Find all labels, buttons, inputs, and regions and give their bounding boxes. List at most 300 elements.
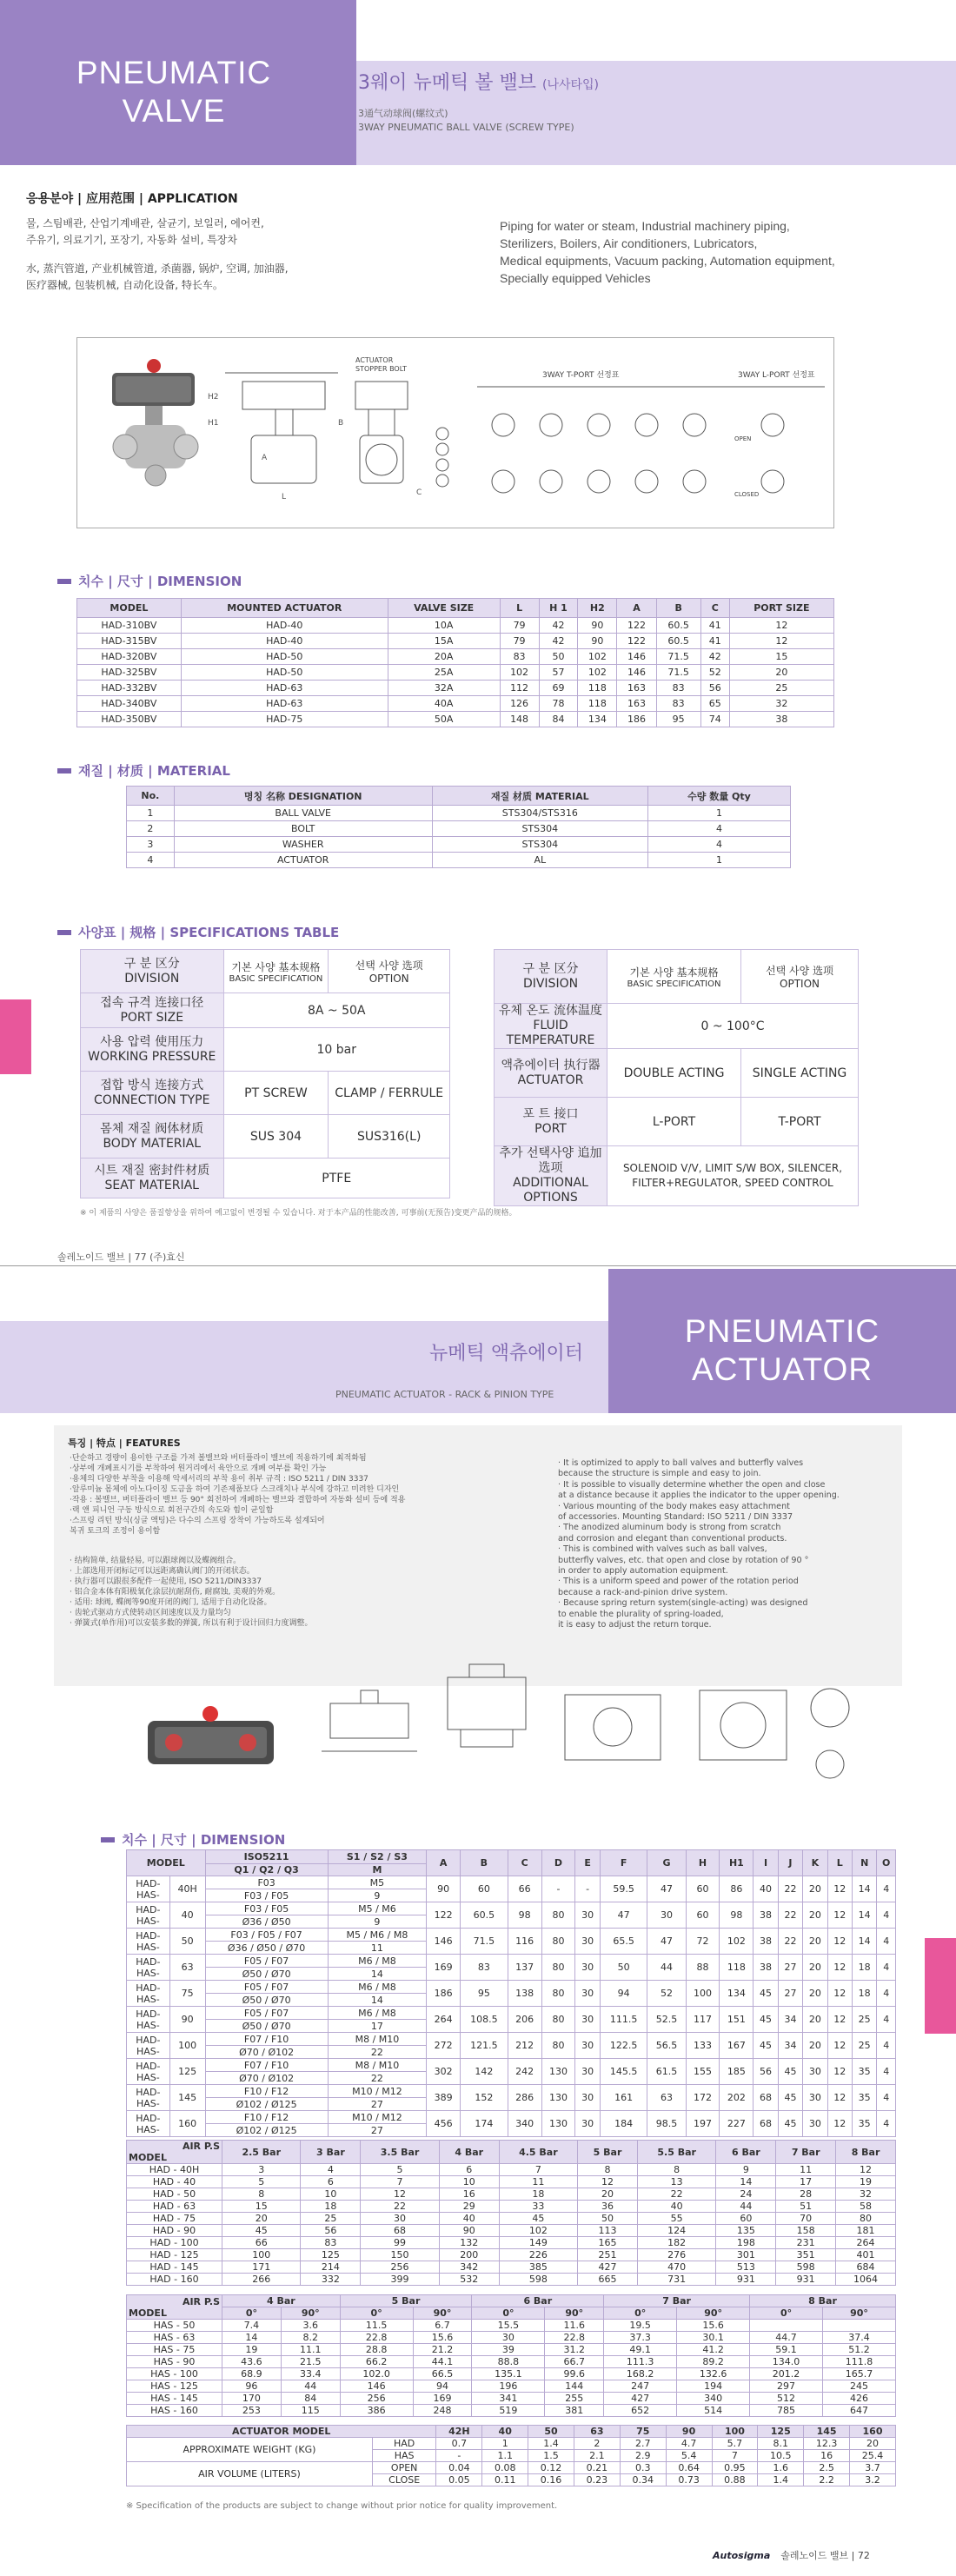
table-cell: 65	[700, 696, 729, 712]
table-cell: 49.1	[604, 2344, 677, 2356]
table-cell: 272	[427, 2033, 461, 2059]
table-cell: 132	[439, 2237, 499, 2249]
model-cell: HAS - 50	[127, 2320, 222, 2332]
table-cell: 14	[716, 2176, 776, 2188]
spec-value: SOLENOID V/V, LIMIT S/W BOX, SILENCER, FILTER+REGULATOR, SPEED CONTROL	[607, 1146, 859, 1206]
table-row	[127, 2033, 896, 2046]
table-cell: 19	[836, 2176, 896, 2188]
table-cell: 31.2	[545, 2344, 604, 2356]
heading-text: 치수 | 尺寸 | DIMENSION	[78, 574, 242, 589]
table-cell: 39	[472, 2344, 545, 2356]
table-cell: 80	[541, 2033, 575, 2059]
column-header: E	[575, 1850, 600, 1876]
column-header: 7 Bar	[776, 2141, 836, 2164]
table-cell: 100	[222, 2249, 301, 2261]
model-cell: HAD - 40	[127, 2176, 222, 2188]
table-cell: 95	[656, 712, 700, 727]
table-cell: 66	[222, 2237, 301, 2249]
table-cell: 5	[361, 2164, 439, 2176]
table-cell: 111.3	[604, 2356, 677, 2368]
table-cell: 266	[222, 2274, 301, 2286]
table-cell: BALL VALVE	[174, 806, 432, 821]
valve-dimension-table	[76, 598, 834, 727]
table-cell: 68	[754, 2085, 778, 2111]
table-cell: 33.4	[281, 2368, 340, 2380]
table-cell: 16	[804, 2450, 850, 2462]
tport-label: 3WAY T-PORT 선정표	[542, 371, 620, 380]
table-cell: 60.5	[656, 618, 700, 634]
table-cell: 0.04	[436, 2462, 482, 2474]
table-cell: 200	[439, 2249, 499, 2261]
table-cell: 182	[637, 2237, 715, 2249]
s-cell: M6 / M8	[328, 1981, 426, 1994]
spec-label: 포 트 接口 PORT	[495, 1098, 607, 1146]
table-cell: 40	[637, 2201, 715, 2213]
table-cell: 24	[716, 2188, 776, 2201]
model-cell: 50	[169, 1929, 205, 1955]
table-cell: 513	[716, 2261, 776, 2274]
table-cell: AL	[432, 853, 647, 868]
s-cell: M5 / M6 / M8	[328, 1929, 426, 1942]
column-header: G	[647, 1850, 686, 1876]
dim-label: B	[338, 419, 344, 428]
column-header: 100	[712, 2426, 758, 2438]
model-prefix: HAD- HAS-	[127, 1981, 170, 2007]
table-cell: 98	[508, 1902, 541, 1929]
table-cell: 90	[439, 2225, 499, 2237]
table-row	[77, 634, 834, 649]
spec-label: 액츄에이터 执行器 ACTUATOR	[495, 1049, 607, 1098]
table-cell: 15.5	[472, 2320, 545, 2332]
table-cell: 25.4	[850, 2450, 896, 2462]
app-cn-line: 医疗器械, 包装机械, 自动化设备, 特长车。	[26, 279, 223, 291]
spec-head: 선택 사양 选项 OPTION	[329, 950, 450, 993]
side-tab-left	[0, 999, 31, 1074]
table-cell: 50	[539, 649, 578, 665]
feature-line: · 适用: 球阀, 蝶阀等90度开闭的阀门, 适用于自动化设备。	[70, 1598, 272, 1607]
column-header: 90°	[545, 2307, 604, 2320]
table-row	[127, 2368, 896, 2380]
table-cell: 45	[499, 2213, 577, 2225]
table-cell: 146	[340, 2380, 413, 2393]
table-cell: 83	[656, 681, 700, 696]
dim-label: L	[282, 493, 287, 501]
model-cell: HAS - 145	[127, 2393, 222, 2405]
feature-line: ·알루미늄 몸체에 아노다이징 도금을 하여 기존제품보다 스크래치나 부식에 강하고 미려한 디자인	[70, 1485, 400, 1494]
table-cell: 122	[427, 1902, 461, 1929]
table-cell: 149	[499, 2237, 577, 2249]
table-cell: 665	[578, 2274, 638, 2286]
table-cell: 134.0	[750, 2356, 823, 2368]
table-cell: 14	[852, 1876, 876, 1902]
table-cell: 90	[578, 634, 617, 649]
model-cell: HAS - 63	[127, 2332, 222, 2344]
table-cell: 351	[776, 2249, 836, 2261]
table-cell: 931	[776, 2274, 836, 2286]
column-header: ISO5211	[205, 1850, 328, 1864]
air-volume-table	[126, 2425, 896, 2486]
valve-title	[35, 54, 313, 130]
table-cell: 264	[427, 2007, 461, 2033]
table-cell: 11.1	[281, 2344, 340, 2356]
table-cell: 0.16	[528, 2474, 574, 2486]
heading-text: 재질 | 材质 | MATERIAL	[78, 763, 230, 779]
table-cell: 171	[222, 2261, 301, 2274]
table-cell: 1.6	[758, 2462, 804, 2474]
table-cell: 30	[575, 1955, 600, 1981]
table-cell: 30	[575, 2111, 600, 2137]
table-cell: 30	[575, 2059, 600, 2085]
feature-line: · The anodized aluminum body is strong from scratch	[558, 1523, 781, 1533]
table-cell: 96	[222, 2380, 282, 2393]
table-cell: 118	[720, 1955, 754, 1981]
table-cell: 264	[836, 2237, 896, 2249]
table-cell: 35	[852, 2059, 876, 2085]
s-cell: M6 / M8	[328, 1955, 426, 1968]
column-header: 40	[482, 2426, 528, 2438]
brand-logo: Autosigma	[713, 2549, 771, 2561]
table-cell: 35	[852, 2111, 876, 2137]
application-kr	[26, 216, 289, 294]
table-cell: 32A	[388, 681, 500, 696]
spec-value: SUS316(L)	[329, 1115, 450, 1159]
table-cell: 83	[500, 649, 539, 665]
table-cell: 4	[877, 1981, 896, 2007]
actuator-title	[626, 1312, 939, 1389]
table-cell: 80	[541, 2007, 575, 2033]
table-cell: 12	[827, 1902, 852, 1929]
table-cell: 40A	[388, 696, 500, 712]
table-cell: 8	[578, 2164, 638, 2176]
model-cell: HAD - 100	[127, 2237, 222, 2249]
table-cell: 25	[729, 681, 833, 696]
model-prefix: HAD- HAS-	[127, 2111, 170, 2137]
table-cell: 12	[827, 1955, 852, 1981]
column-header	[127, 2141, 222, 2164]
column-header: 0°	[222, 2307, 282, 2320]
table-cell: 7.4	[222, 2320, 282, 2332]
column-header: H2	[578, 599, 617, 618]
table-cell: 68.9	[222, 2368, 282, 2380]
actuator-dimension-table	[126, 1849, 896, 2137]
table-cell: 30	[803, 2059, 827, 2085]
table-cell: 12	[827, 1929, 852, 1955]
table-cell: 4	[877, 2085, 896, 2111]
table-cell: 0.23	[574, 2474, 620, 2486]
table-cell: 1064	[836, 2274, 896, 2286]
table-cell: 45	[754, 1981, 778, 2007]
table-cell: 45	[778, 2111, 802, 2137]
model-prefix: HAS-	[136, 2019, 160, 2031]
app-kr-line: 물, 스팀배관, 산업기계배관, 살균기, 보일러, 에어컨,	[26, 217, 264, 229]
table-cell: STS304/STS316	[432, 806, 647, 821]
feature-line: · This is combined with valves such as ball valves,	[558, 1544, 767, 1555]
table-cell: 71.5	[656, 649, 700, 665]
table-cell: 0.95	[712, 2462, 758, 2474]
column-header: No.	[127, 787, 175, 806]
kr-sub-text: (나사타입)	[542, 78, 600, 92]
table-cell: BOLT	[174, 821, 432, 837]
table-cell: 84	[281, 2393, 340, 2405]
app-en-line: Sterilizers, Boilers, Air conditioners, Lubricators,	[500, 236, 758, 250]
table-cell: 88	[686, 1955, 720, 1981]
table-cell: 7	[712, 2450, 758, 2462]
table-row	[127, 2462, 896, 2474]
table-cell: 30	[575, 2085, 600, 2111]
row-label: APPROXIMATE WEIGHT (KG)	[127, 2438, 373, 2462]
table-cell: 165	[578, 2237, 638, 2249]
table-cell: 148	[500, 712, 539, 727]
feature-line: at a distance because it applies the indicator to the upper opening.	[558, 1490, 840, 1501]
feature-line: ·상부에 개폐표시기를 부착하여 원거리에서 육안으로 개폐 여부를 확인 가능	[70, 1464, 327, 1473]
table-cell: 83	[301, 2237, 361, 2249]
model-cell: HAS - 75	[127, 2344, 222, 2356]
valve-title-line2: VALVE	[122, 93, 226, 129]
table-cell: 18	[852, 1981, 876, 2007]
table-cell: 253	[222, 2405, 282, 2417]
table-cell: 5.7	[712, 2438, 758, 2450]
valve-drawing	[76, 337, 834, 528]
table-cell: 126	[500, 696, 539, 712]
table-cell: STS304	[432, 837, 647, 853]
model-prefix: HAD- HAS-	[127, 1929, 170, 1955]
table-cell: 2	[127, 821, 175, 837]
table-cell: 514	[677, 2405, 750, 2417]
application-en	[500, 217, 835, 287]
spec-label: 접속 규격 连接口径 PORT SIZE	[81, 993, 224, 1028]
s-cell: 27	[328, 2098, 426, 2111]
table-cell: 56	[754, 2059, 778, 2085]
table-cell: 52	[700, 665, 729, 681]
app-en-line: Specially equipped Vehicles	[500, 271, 651, 285]
table-cell: 20	[803, 2033, 827, 2059]
table-cell: 27	[778, 1955, 802, 1981]
table-row	[127, 1955, 896, 1968]
model-cell: HAD-340BV	[77, 696, 182, 712]
table-cell: 41.2	[677, 2344, 750, 2356]
table-cell: 7	[499, 2164, 577, 2176]
spec-value: T-PORT	[741, 1098, 859, 1146]
table-cell: 125	[301, 2249, 361, 2261]
column-header: S1 / S2 / S3	[328, 1850, 426, 1864]
table-cell: 8	[637, 2164, 715, 2176]
table-cell: 165.7	[823, 2368, 896, 2380]
table-cell: 30	[803, 2085, 827, 2111]
table-cell: 0.11	[482, 2474, 528, 2486]
table-cell: 0.05	[436, 2474, 482, 2486]
column-header: H1	[720, 1850, 754, 1876]
kr-title-text: 3웨이 뉴메틱 볼 밸브	[358, 72, 536, 94]
table-cell: 111.5	[600, 2007, 647, 2033]
open-label: OPEN	[734, 435, 752, 442]
table-row	[77, 649, 834, 665]
app-en-line: Medical equipments, Vacuum packing, Automation equipment,	[500, 254, 835, 268]
table-cell: 44	[647, 1955, 686, 1981]
table-cell: 256	[361, 2261, 439, 2274]
column-header: 명칭 名称 DESIGNATION	[174, 787, 432, 806]
table-cell: 56.5	[647, 2033, 686, 2059]
feature-line: and corrosion and elegant than conventional products.	[558, 1533, 787, 1544]
table-row	[127, 2141, 896, 2164]
app-kr-line: 주유기, 의료기기, 포장기, 자동화 설비, 특장차	[26, 234, 237, 246]
features-heading: 특징 | 特点 | FEATURES	[68, 1437, 181, 1449]
column-header: I	[754, 1850, 778, 1876]
table-cell: 456	[427, 2111, 461, 2137]
table-cell: 0.7	[436, 2438, 482, 2450]
table-cell: 146	[617, 649, 656, 665]
table-cell: 30	[647, 1902, 686, 1929]
table-cell: 1.1	[482, 2450, 528, 2462]
table-cell: 22	[361, 2201, 439, 2213]
column-header: F	[600, 1850, 647, 1876]
table-cell: 15A	[388, 634, 500, 649]
table-cell: 512	[750, 2393, 823, 2405]
model-prefix: HAD- HAS-	[127, 1876, 170, 1902]
table-cell: 10	[439, 2176, 499, 2188]
table-row	[127, 2405, 896, 2417]
table-row	[77, 712, 834, 727]
table-cell: 121.5	[461, 2033, 508, 2059]
column-header: 7 Bar	[604, 2295, 750, 2307]
spec-heading	[57, 923, 339, 941]
material-heading	[57, 761, 230, 780]
table-cell: 45	[778, 2059, 802, 2085]
column-header: H 1	[539, 599, 578, 618]
table-cell: 65.5	[600, 1929, 647, 1955]
table-cell: 44	[281, 2380, 340, 2393]
table-row	[127, 2085, 896, 2098]
feature-line: · 执行器可以跟很多配件一起使用, ISO 5211/DIN3337	[70, 1577, 262, 1586]
table-cell: 0.08	[482, 2462, 528, 2474]
table-cell: 60	[461, 1876, 508, 1902]
feature-line: ·스프링 리턴 방식(싱글 액팅)은 다수의 스프링 장착이 가능하도록 설계되어	[70, 1517, 325, 1525]
table-cell: 38	[754, 1955, 778, 1981]
table-cell: 4	[877, 1929, 896, 1955]
actuator-title-line1: PNEUMATIC	[684, 1313, 880, 1349]
model-cell: HAS - 125	[127, 2380, 222, 2393]
table-cell: 22	[778, 1902, 802, 1929]
table-cell: 12	[361, 2188, 439, 2201]
s-cell: 14	[328, 1968, 426, 1981]
table-cell: 255	[545, 2393, 604, 2405]
column-header: O	[877, 1850, 896, 1876]
table-cell: 146	[617, 665, 656, 681]
model-cell: HAD - 63	[127, 2201, 222, 2213]
spec-head: 기본 사양 基本规格 BASIC SPECIFICATION	[607, 950, 741, 1004]
s-cell: 22	[328, 2046, 426, 2059]
valve-title-line1: PNEUMATIC	[76, 55, 272, 90]
table-cell: 6	[439, 2164, 499, 2176]
table-cell: 0.73	[666, 2474, 712, 2486]
model-cell: HAS - 90	[127, 2356, 222, 2368]
column-header: Q1 / Q2 / Q3	[205, 1864, 328, 1876]
table-cell: 21.5	[281, 2356, 340, 2368]
s-cell: 11	[328, 1942, 426, 1955]
model-cell: 145	[169, 2085, 205, 2111]
table-cell: 70	[776, 2213, 836, 2225]
heading-bar	[57, 930, 71, 935]
table-cell: 122	[617, 634, 656, 649]
table-row	[127, 1929, 896, 1942]
column-header: 0°	[340, 2307, 413, 2320]
features-cn	[70, 1556, 565, 1629]
feature-line: to enable the plurality of spring-loaded,	[558, 1609, 724, 1619]
table-cell: 30	[472, 2332, 545, 2344]
table-cell: 71.5	[461, 1929, 508, 1955]
table-cell: 29	[439, 2201, 499, 2213]
actuator-dim-heading	[101, 1830, 285, 1849]
spec-value: SINGLE ACTING	[741, 1049, 859, 1098]
table-cell: 1.5	[528, 2450, 574, 2462]
table-cell: 45	[754, 2033, 778, 2059]
table-cell: HAD-50	[181, 649, 388, 665]
model-cell: HAD-310BV	[77, 618, 182, 634]
table-cell: 102	[578, 649, 617, 665]
table-cell: 133	[686, 2033, 720, 2059]
table-cell: 427	[578, 2261, 638, 2274]
closed-label: CLOSED	[734, 491, 760, 498]
table-cell: 169	[413, 2393, 472, 2405]
table-cell: 598	[776, 2261, 836, 2274]
s-cell: M8 / M10	[328, 2059, 426, 2072]
table-cell: 15	[222, 2201, 301, 2213]
table-cell: 231	[776, 2237, 836, 2249]
table-cell: 12	[827, 2033, 852, 2059]
column-header: 0°	[604, 2307, 677, 2320]
model-prefix: HAS-	[136, 2071, 160, 2083]
spec-value: L-PORT	[607, 1098, 741, 1146]
table-row	[127, 2176, 896, 2188]
table-cell: 4.7	[666, 2438, 712, 2450]
table-cell: 151	[720, 2007, 754, 2033]
table-cell: 4	[647, 821, 790, 837]
table-cell: 56	[301, 2225, 361, 2237]
table-cell: 19	[222, 2344, 282, 2356]
air-ps-label: AIR P.S	[182, 2295, 220, 2307]
model-prefix: HAS-	[136, 1967, 160, 1979]
table-cell: 132.6	[677, 2368, 750, 2380]
spec-head: 기본 사양 基本规格 BASIC SPECIFICATION	[223, 950, 329, 993]
table-row	[127, 2249, 896, 2261]
table-cell: 4	[127, 853, 175, 868]
spec-table-right	[494, 949, 859, 1206]
table-cell: 102	[578, 665, 617, 681]
s-cell: 14	[328, 1994, 426, 2007]
table-row	[77, 618, 834, 634]
table-cell: 50	[600, 1955, 647, 1981]
table-cell: 22.8	[340, 2332, 413, 2344]
table-cell: 1	[647, 853, 790, 868]
row-sub-label: CLOSE	[372, 2474, 435, 2486]
feature-line: · It is optimized to apply to ball valves and butterfly valves	[558, 1458, 804, 1468]
table-cell: 5	[222, 2176, 301, 2188]
table-cell: 11.5	[340, 2320, 413, 2332]
table-cell: 286	[508, 2085, 541, 2111]
table-cell: 30	[803, 2111, 827, 2137]
table-cell: 40	[754, 1876, 778, 1902]
table-cell: 44.1	[413, 2356, 472, 2368]
table-cell: 25	[301, 2213, 361, 2225]
table-cell: 519	[472, 2405, 545, 2417]
table-cell: 4	[877, 2111, 896, 2137]
feature-line: because the structure is simple and easy to join.	[558, 1469, 761, 1479]
table-cell: 20	[803, 2007, 827, 2033]
table-cell: 340	[508, 2111, 541, 2137]
table-cell: 50A	[388, 712, 500, 727]
model-cell: HAD-315BV	[77, 634, 182, 649]
table-cell: 42	[539, 634, 578, 649]
table-cell: HAD-75	[181, 712, 388, 727]
